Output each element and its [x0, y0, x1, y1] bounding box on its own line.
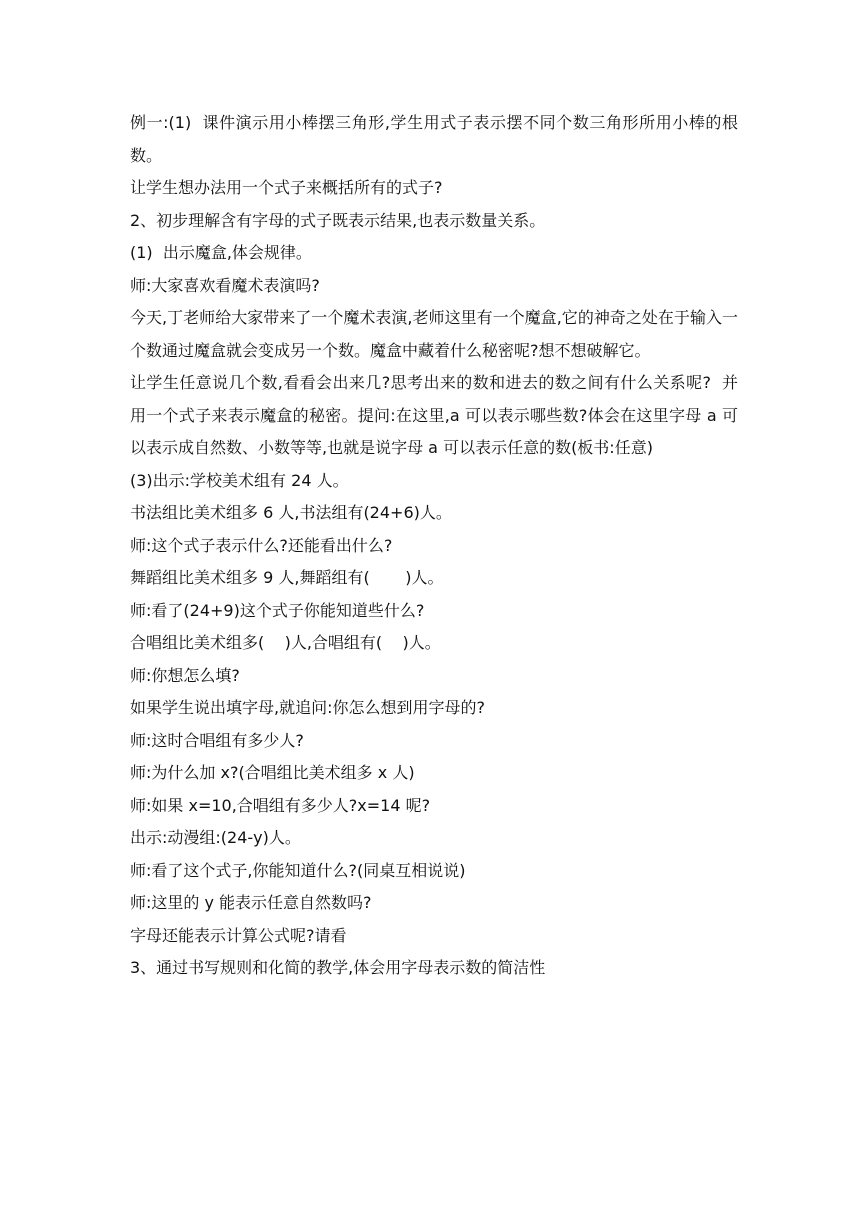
document-body	[130, 107, 738, 985]
paragraph-section-2-heading: 2、初步理解含有字母的式子既表示结果,也表示数量关系。	[130, 210, 546, 230]
paragraph-anime-group: 出示:动漫组:(24-y)人。	[130, 828, 301, 847]
paragraph-teacher-expression-question: 师:这个式子表示什么?还能看出什么?	[130, 535, 393, 555]
paragraph-magic-box-discussion: 让学生任意说几个数,看看会出来几?思考出来的数和进去的数之间有什么关系呢? 并用一个式子来表示魔盒的秘密。提问:在这里,a 可以表示哪些数?体会在这里字母 a 可以表示成自然数、小数等等,也就是说字母 a 可以表示任意的数(板书:任意)	[130, 373, 738, 457]
paragraph-example-one: 例一:(1) 课件演示用小棒摆三角形,学生用式子表示摆不同个数三角形所用小棒的根数。	[130, 113, 738, 165]
paragraph-summarize-question: 让学生想办法用一个式子来概括所有的式子?	[130, 178, 443, 197]
paragraph-letter-follow-up: 如果学生说出填字母,就追问:你怎么想到用字母的?	[130, 698, 485, 717]
paragraph-formula-intro: 字母还能表示计算公式呢?请看	[130, 925, 347, 945]
paragraph-calligraphy-group: 书法组比美术组多 6 人,书法组有(24+6)人。	[130, 503, 452, 522]
paragraph-choir-group: 合唱组比美术组多( )人,合唱组有( )人。	[130, 633, 441, 652]
paragraph-art-group: (3)出示:学校美术组有 24 人。	[130, 470, 349, 490]
paragraph-teacher-y-question: 师:这里的 y 能表示任意自然数吗?	[130, 893, 372, 912]
paragraph-dance-group: 舞蹈组比美术组多 9 人,舞蹈组有( )人。	[130, 568, 444, 587]
paragraph-teacher-choir-count: 师:这时合唱组有多少人?	[130, 730, 304, 750]
paragraph-teacher-x-values: 师:如果 x=10,合唱组有多少人?x=14 呢?	[130, 795, 431, 815]
paragraph-magic-box-story: 今天,丁老师给大家带来了一个魔术表演,老师这里有一个魔盒,它的神奇之处在于输入一个数通过魔盒就会变成另一个数。魔盒中藏着什么秘密呢?想不想破解它。	[130, 308, 738, 360]
paragraph-section-3-heading: 3、通过书写规则和化简的教学,体会用字母表示数的简洁性	[130, 958, 546, 977]
paragraph-teacher-expression-meaning: 师:看了这个式子,你能知道什么?(同桌互相说说)	[130, 860, 466, 880]
paragraph-teacher-magic-question: 师:大家喜欢看魔术表演吗?	[130, 275, 320, 295]
paragraph-teacher-why-x: 师:为什么加 x?(合唱组比美术组多 x 人)	[130, 763, 415, 782]
paragraph-magic-box-intro: (1) 出示魔盒,体会规律。	[130, 243, 312, 262]
paragraph-teacher-fill-question: 师:你想怎么填?	[130, 665, 240, 685]
paragraph-teacher-24-plus-9: 师:看了(24+9)这个式子你能知道些什么?	[130, 600, 425, 620]
